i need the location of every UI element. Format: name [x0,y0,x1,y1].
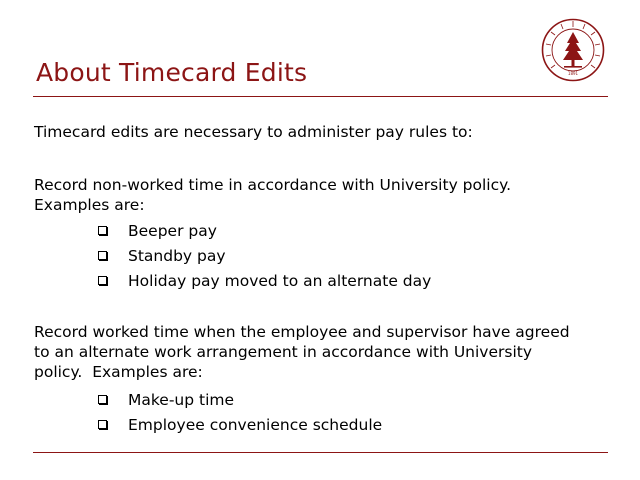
paragraph-worked-time [34,322,570,382]
list-item-text: Holiday pay moved to an alternate day [128,271,432,290]
list-item [98,412,382,437]
list-item [98,268,431,293]
paragraph-line: Record worked time when the employee and supervisor have agreed [34,323,570,341]
paragraph-line: to an alternate work arrangement in accordance with University [34,343,533,361]
list-item [98,387,382,412]
paragraph-non-worked-time [34,175,511,215]
paragraph-line: policy. Examples are: [34,363,203,381]
square-bullet-icon [98,276,107,285]
list-item-text: Standby pay [128,246,226,265]
square-bullet-icon [98,251,107,260]
seal-year: 1891 [567,71,579,76]
paragraph-line: Examples are: [34,196,145,214]
square-bullet-icon [98,395,107,404]
square-bullet-icon [98,420,107,429]
list-item [98,218,431,243]
list-item-text: Beeper pay [128,221,217,240]
footer-divider [33,452,608,453]
stanford-seal-icon [541,18,605,82]
intro-text: Timecard edits are necessary to administer pay rules to: [34,123,473,141]
list-item-text: Make-up time [128,390,235,409]
examples-list-worked [98,387,382,437]
title-divider [33,96,608,97]
list-item [98,243,431,268]
slide-title: About Timecard Edits [36,58,308,87]
square-bullet-icon [98,226,107,235]
list-item-text: Employee convenience schedule [128,415,383,434]
paragraph-line: Record non-worked time in accordance with University policy. [34,176,512,194]
examples-list-non-worked [98,218,431,293]
